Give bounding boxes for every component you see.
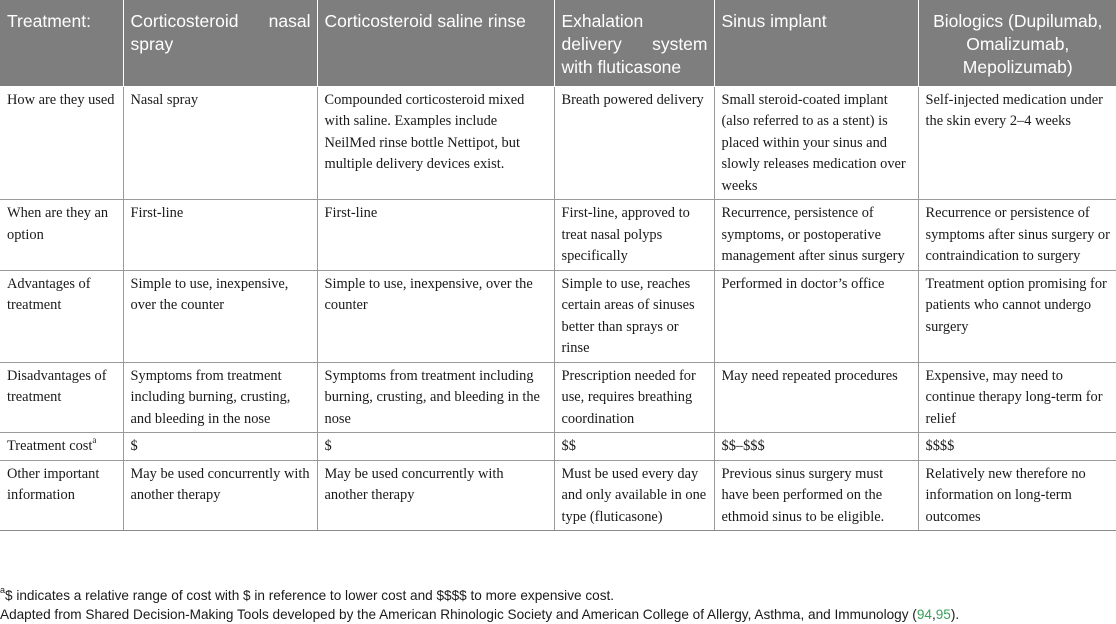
table-cell: Simple to use, reaches certain areas of sinuses better than sprays or rinse: [554, 270, 714, 362]
table-cell: May need repeated procedures: [714, 362, 918, 433]
footnote-a: [0, 586, 1116, 605]
table-cell: May be used concurrently with another therapy: [123, 460, 317, 531]
table-cell: Self-injected medication under the skin every 2–4 weeks: [918, 86, 1116, 200]
reference-separator: ,: [931, 607, 936, 622]
header-treatment: Treatment:: [0, 0, 123, 86]
header-saline-rinse: Corticosteroid saline rinse: [317, 0, 554, 86]
header-exhalation-system: Exhalation delivery system with fluticasone: [554, 0, 714, 86]
reference-link-94[interactable]: 94: [916, 607, 932, 622]
table-cell: Previous sinus surgery must have been performed on the ethmoid sinus to be eligible.: [714, 460, 918, 531]
table-cell: Treatment option promising for patients who cannot undergo surgery: [918, 270, 1116, 362]
table-cell: Prescription needed for use, requires breathing coordination: [554, 362, 714, 433]
table-row: [0, 460, 1116, 531]
table-cell: Relatively new therefore no information on long-term outcomes: [918, 460, 1116, 531]
table-cell: Simple to use, inexpensive, over the counter: [123, 270, 317, 362]
reference-link-95[interactable]: 95: [935, 607, 951, 622]
row-label-how-used: How are they used: [0, 86, 123, 200]
table-cell: Compounded corticosteroid mixed with saline. Examples include NeilMed rinse bottle Nettipot, but multiple delivery devices exist.: [317, 86, 554, 200]
table-cell: Breath powered delivery: [554, 86, 714, 200]
table-cell: May be used concurrently with another therapy: [317, 460, 554, 531]
row-label-cost-text: Treatment cost: [7, 438, 93, 454]
table-cell: Performed in doctor’s office: [714, 270, 918, 362]
footnote-a-marker: a: [0, 585, 6, 596]
table-footnotes: [0, 586, 1116, 624]
row-label-disadvantages: Disadvantages of treatment: [0, 362, 123, 433]
footnote-marker: a: [92, 435, 97, 446]
table-cell: First-line: [317, 200, 554, 271]
adapted-from-end: ).: [950, 607, 960, 622]
header-sinus-implant: Sinus implant: [714, 0, 918, 86]
table-row: [0, 200, 1116, 271]
row-label-advantages: Advantages of treatment: [0, 270, 123, 362]
table-cell: Nasal spray: [123, 86, 317, 200]
table-cell: First-line, approved to treat nasal polyps specifically: [554, 200, 714, 271]
adapted-from-text: Adapted from Shared Decision-Making Tools developed by the American Rhinologic Society and American College of Allergy, Asthma, and Immunology (: [0, 607, 917, 622]
footnote-a-text: $ indicates a relative range of cost with $ in reference to lower cost and $$$$ to more expensive cost.: [5, 588, 615, 603]
adapted-from-note: [0, 605, 1116, 624]
table-cell: Symptoms from treatment including burning, crusting, and bleeding in the nose: [317, 362, 554, 433]
table-cell: Must be used every day and only available in one type (fluticasone): [554, 460, 714, 531]
table-cell: Recurrence or persistence of symptoms after sinus surgery or contraindication to surgery: [918, 200, 1116, 271]
table-cell: Recurrence, persistence of symptoms, or postoperative management after sinus surgery: [714, 200, 918, 271]
row-label-other-info: Other important information: [0, 460, 123, 531]
header-biologics: Biologics (Dupilumab, Omalizumab, Mepolizumab): [918, 0, 1116, 86]
table-cell: $: [123, 433, 317, 461]
table-cell: Simple to use, inexpensive, over the counter: [317, 270, 554, 362]
table-row: [0, 362, 1116, 433]
table-cell: $: [317, 433, 554, 461]
header-nasal-spray: Corticosteroid nasal spray: [123, 0, 317, 86]
table-row: [0, 433, 1116, 461]
table-cell: First-line: [123, 200, 317, 271]
table-row: [0, 86, 1116, 200]
row-label-when-option: When are they an option: [0, 200, 123, 271]
table-cell: Expensive, may need to continue therapy long-term for relief: [918, 362, 1116, 433]
table-cell: $$$$: [918, 433, 1116, 461]
table-cell: Small steroid-coated implant (also referred to as a stent) is placed within your sinus and slowly releases medication over weeks: [714, 86, 918, 200]
table-cell: $$–$$$: [714, 433, 918, 461]
table-row: [0, 270, 1116, 362]
table-cell: Symptoms from treatment including burning, crusting, and bleeding in the nose: [123, 362, 317, 433]
header-row: [0, 0, 1116, 86]
table-cell: $$: [554, 433, 714, 461]
row-label-cost: [0, 433, 123, 461]
